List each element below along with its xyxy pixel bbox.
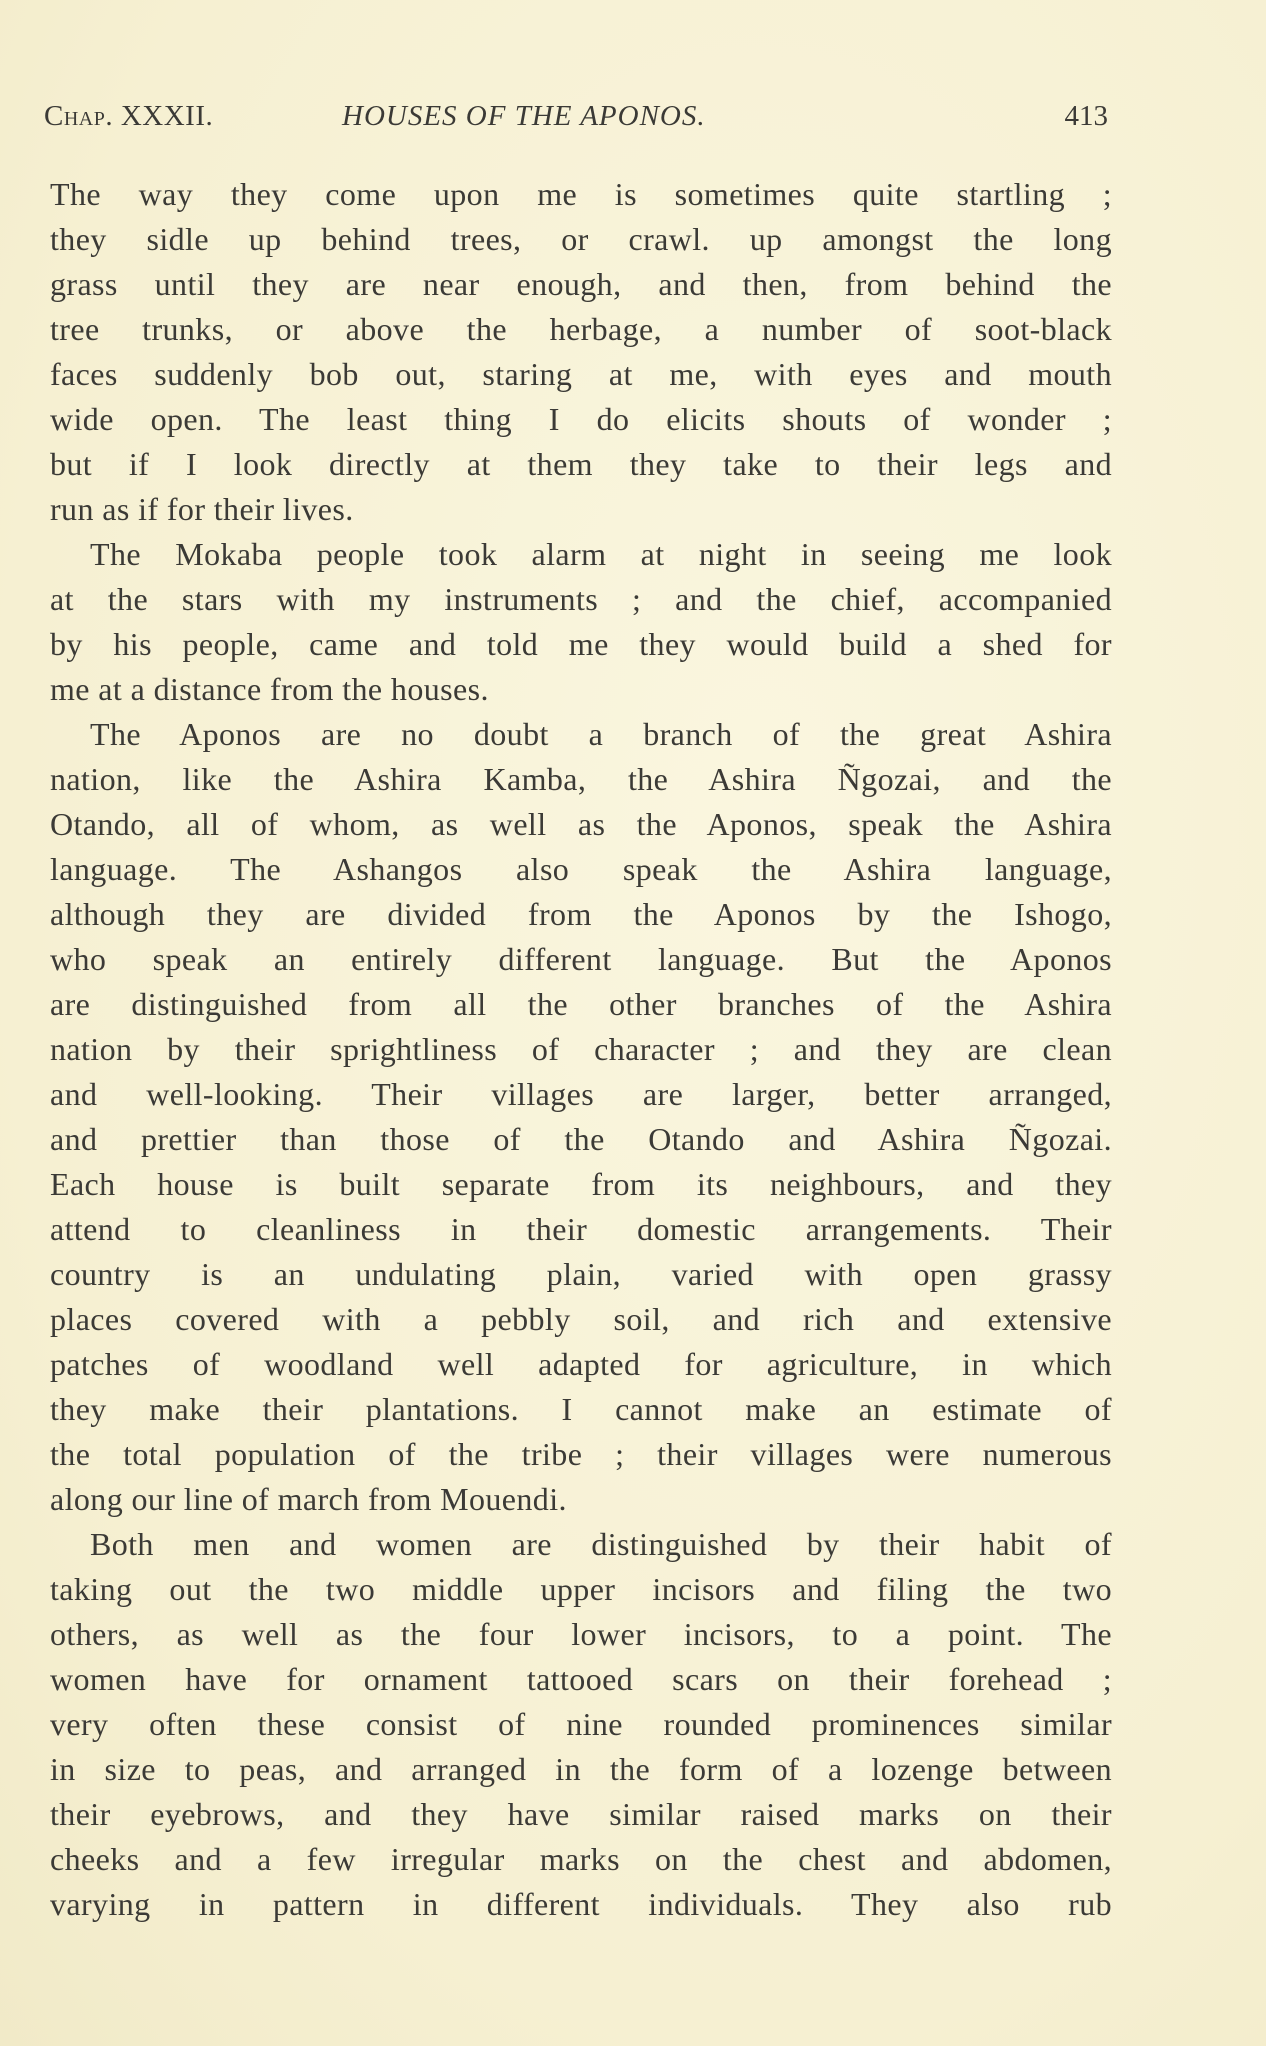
text-line: at the stars with my instruments ; and the chief, accompanied: [50, 581, 1112, 617]
page-number: 413: [1064, 100, 1108, 132]
running-header: [44, 100, 1108, 140]
chapter-label: Chap. XXXII.: [44, 100, 214, 132]
text-line: and prettier than those of the Otando and Ashira Ñgozai.: [50, 1121, 1112, 1157]
text-line: grass until they are near enough, and then, from behind the: [50, 266, 1112, 302]
text-line: Each house is built separate from its neighbours, and they: [50, 1166, 1112, 1202]
text-line: patches of woodland well adapted for agriculture, in which: [50, 1346, 1112, 1382]
text-line: varying in pattern in different individuals. They also rub: [50, 1886, 1112, 1922]
text-line: others, as well as the four lower incisors, to a point. The: [50, 1616, 1112, 1652]
text-line: places covered with a pebbly soil, and rich and extensive: [50, 1301, 1112, 1337]
text-line: Otando, all of whom, as well as the Aponos, speak the Ashira: [50, 806, 1112, 842]
paragraph: [50, 712, 1112, 1522]
text-line: attend to cleanliness in their domestic arrangements. Their: [50, 1211, 1112, 1247]
text-line: women have for ornament tattooed scars on their forehead ;: [50, 1661, 1112, 1697]
text-line: nation by their sprightliness of character ; and they are clean: [50, 1031, 1112, 1067]
text-line: their eyebrows, and they have similar raised marks on their: [50, 1796, 1112, 1832]
text-line: wide open. The least thing I do elicits shouts of wonder ;: [50, 401, 1112, 437]
text-line: nation, like the Ashira Kamba, the Ashira Ñgozai, and the: [50, 761, 1112, 797]
text-line: language. The Ashangos also speak the Ashira language,: [50, 851, 1112, 887]
text-line: cheeks and a few irregular marks on the chest and abdomen,: [50, 1841, 1112, 1877]
text-line: in size to peas, and arranged in the form of a lozenge between: [50, 1751, 1112, 1787]
text-line: are distinguished from all the other branches of the Ashira: [50, 986, 1112, 1022]
text-line: the total population of the tribe ; their villages were numerous: [50, 1436, 1112, 1472]
text-line: faces suddenly bob out, staring at me, with eyes and mouth: [50, 356, 1112, 392]
paragraph: [50, 172, 1112, 532]
running-title: HOUSES OF THE APONOS.: [342, 100, 706, 132]
text-line: who speak an entirely different language. But the Aponos: [50, 941, 1112, 977]
text-line: but if I look directly at them they take to their legs and: [50, 446, 1112, 482]
text-line: me at a distance from the houses.: [50, 671, 489, 707]
text-line: they make their plantations. I cannot make an estimate of: [50, 1391, 1112, 1427]
text-line: country is an undulating plain, varied with open grassy: [50, 1256, 1112, 1292]
paragraph: [50, 532, 1112, 712]
paragraph: [50, 1522, 1112, 1927]
text-line: Both men and women are distinguished by their habit of: [90, 1526, 1112, 1562]
text-line: tree trunks, or above the herbage, a number of soot-black: [50, 311, 1112, 347]
text-line: by his people, came and told me they would build a shed for: [50, 626, 1112, 662]
text-line: although they are divided from the Aponos by the Ishogo,: [50, 896, 1112, 932]
text-line: run as if for their lives.: [50, 491, 354, 527]
text-line: along our line of march from Mouendi.: [50, 1481, 567, 1517]
text-line: very often these consist of nine rounded prominences similar: [50, 1706, 1112, 1742]
text-line: The way they come upon me is sometimes quite startling ;: [50, 176, 1112, 212]
body-text: [50, 172, 1112, 1927]
text-line: The Aponos are no doubt a branch of the great Ashira: [90, 716, 1112, 752]
text-line: taking out the two middle upper incisors and filing the two: [50, 1571, 1112, 1607]
text-line: The Mokaba people took alarm at night in seeing me look: [90, 536, 1112, 572]
text-line: they sidle up behind trees, or crawl. up amongst the long: [50, 221, 1112, 257]
text-line: and well-looking. Their villages are larger, better arranged,: [50, 1076, 1112, 1112]
